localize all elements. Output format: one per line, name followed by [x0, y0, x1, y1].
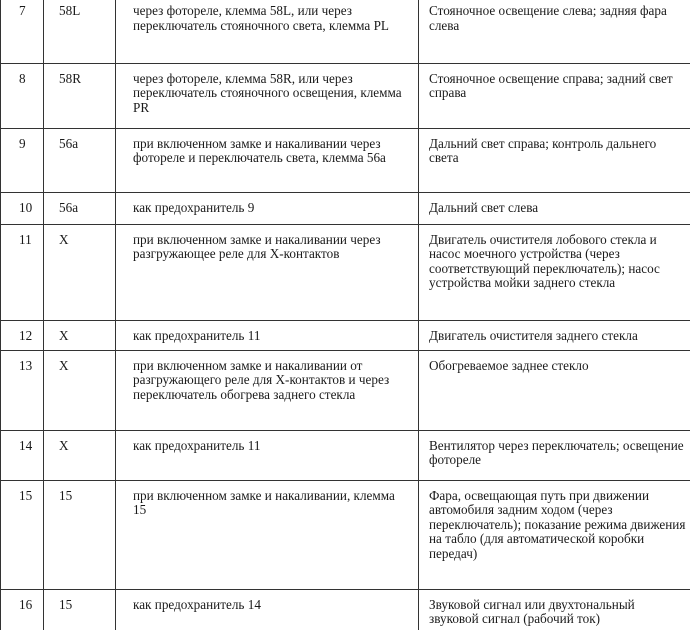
supply-condition: как предохранитель 9 [116, 192, 419, 224]
table-row [1, 128, 690, 192]
table-row [1, 0, 690, 63]
fuse-number: 15 [1, 480, 44, 589]
supply-condition: через фотореле, клемма 58R, или через переключатель стояночного освещения, клемма PR [116, 63, 419, 128]
table-row [1, 589, 690, 630]
consumer: Двигатель очистителя заднего стекла [419, 320, 690, 350]
fuse-number: 8 [1, 63, 44, 128]
fuse-number: 16 [1, 589, 44, 630]
consumer: Фара, освещающая путь при движении автомобиля задним ходом (через переключатель); показание режима движения на табло (для автоматической коробки передач) [419, 480, 690, 589]
fuse-number: 11 [1, 224, 44, 320]
fuse-number: 9 [1, 128, 44, 192]
terminal: 15 [44, 589, 116, 630]
fuse-number: 7 [1, 0, 44, 63]
terminal: X [44, 430, 116, 480]
supply-condition: при включенном замке и накаливании через разгружающее реле для X-контактов [116, 224, 419, 320]
fuse-number: 13 [1, 350, 44, 430]
consumer: Вентилятор через переключатель; освещение фотореле [419, 430, 690, 480]
supply-condition: через фотореле, клемма 58L, или через переключатель стояночного света, клемма PL [116, 0, 419, 63]
supply-condition: как предохранитель 11 [116, 430, 419, 480]
table-row [1, 192, 690, 224]
consumer: Стояночное освещение справа; задний свет справа [419, 63, 690, 128]
supply-condition: как предохранитель 14 [116, 589, 419, 630]
consumer: Двигатель очистителя лобового стекла и насос моечного устройства (через соответствующий переключатель); насос устройства мойки заднего стекла [419, 224, 690, 320]
supply-condition: при включенном замке и накаливании, клемма 15 [116, 480, 419, 589]
table-row [1, 63, 690, 128]
consumer: Дальний свет справа; контроль дальнего света [419, 128, 690, 192]
consumer: Звуковой сигнал или двухтональный звуковой сигнал (рабочий ток) [419, 589, 690, 630]
terminal: 58L [44, 0, 116, 63]
supply-condition: как предохранитель 11 [116, 320, 419, 350]
table-row [1, 320, 690, 350]
fuse-number: 14 [1, 430, 44, 480]
fuse-number: 12 [1, 320, 44, 350]
table-row [1, 480, 690, 589]
consumer: Дальний свет слева [419, 192, 690, 224]
terminal: X [44, 224, 116, 320]
fuse-number: 10 [1, 192, 44, 224]
table-row [1, 350, 690, 430]
consumer: Стояночное освещение слева; задняя фара слева [419, 0, 690, 63]
terminal: X [44, 350, 116, 430]
terminal: 15 [44, 480, 116, 589]
table-row [1, 430, 690, 480]
terminal: 58R [44, 63, 116, 128]
terminal: X [44, 320, 116, 350]
supply-condition: при включенном замке и накаливании через фотореле и переключатель света, клемма 56а [116, 128, 419, 192]
terminal: 56а [44, 128, 116, 192]
supply-condition: при включенном замке и накаливании от разгружающего реле для X-контактов и через переключатель обогрева заднего стекла [116, 350, 419, 430]
terminal: 56а [44, 192, 116, 224]
table-row [1, 224, 690, 320]
consumer: Обогреваемое заднее стекло [419, 350, 690, 430]
